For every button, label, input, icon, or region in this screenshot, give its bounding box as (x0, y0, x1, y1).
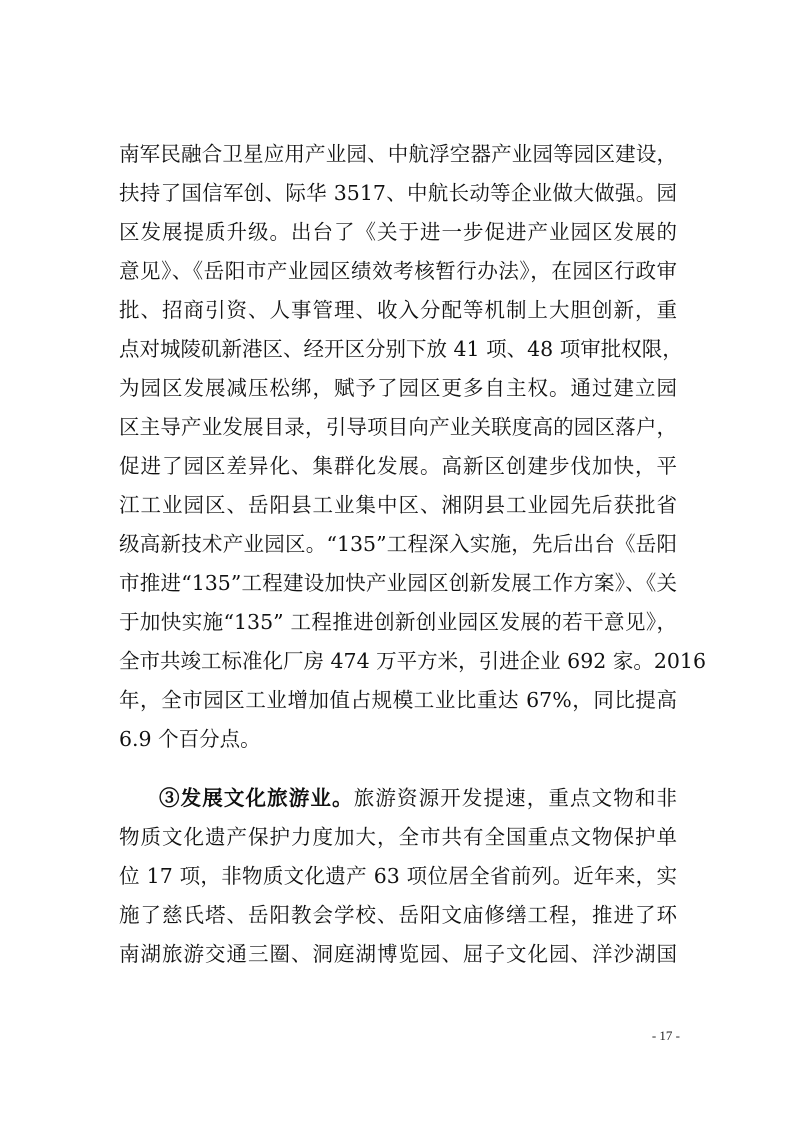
paragraph-line: 区发展提质升级。出台了《关于进一步促进产业园区发展的 (119, 220, 677, 244)
paragraph-line: 点对城陵矶新港区、经开区分别下放 41 项、48 项审批权限， (119, 337, 683, 361)
paragraph-line: 为园区发展减压松绑，赋予了园区更多自主权。通过建立园 (119, 376, 677, 400)
paragraph-line: 物质文化遗产保护力度加大，全市共有全国重点文物保护单 (119, 825, 677, 849)
paragraph-line: 区主导产业发展目录，引导项目向产业关联度高的园区落户， (119, 415, 677, 439)
paragraph-text: 旅游资源开发提速，重点文物和非 (353, 786, 678, 810)
paragraph-line: 促进了园区差异化、集群化发展。高新区创建步伐加快，平 (119, 454, 677, 478)
paragraph-line: 市推进“135”工程建设加快产业园区创新发展工作方案》、《关 (119, 571, 677, 595)
paragraph-line: 6.9 个百分点。 (119, 727, 261, 751)
paragraph-line: 扶持了国信军创、际华 3517、中航长动等企业做大做强。园 (119, 181, 677, 205)
section-heading: ③发展文化旅游业。 (159, 786, 354, 810)
paragraph-line: 批、招商引资、人事管理、收入分配等机制上大胆创新，重 (119, 298, 677, 322)
paragraph-line: 意见》、《岳阳市产业园区绩效考核暂行办法》，在园区行政审 (119, 259, 677, 283)
paragraph-line: 位 17 项，非物质文化遗产 63 项位居全省前列。近年来，实 (119, 864, 677, 888)
paragraph-line: 于加快实施“135” 工程推进创新创业园区发展的若干意见》， (119, 610, 677, 634)
paragraph-line: 年，全市园区工业增加值占规模工业比重达 67%，同比提高 (119, 688, 677, 712)
page-number: - 17 - (651, 1028, 680, 1043)
paragraph-line: 级高新技术产业园区。“135”工程深入实施，先后出台《岳阳 (119, 532, 677, 556)
paragraph-line: 南湖旅游交通三圈、洞庭湖博览园、屈子文化园、洋沙湖国 (119, 942, 677, 966)
paragraph-line: 南军民融合卫星应用产业园、中航浮空器产业园等园区建设， (119, 142, 677, 166)
paragraph-line: 施了慈氏塔、岳阳教会学校、岳阳文庙修缮工程，推进了环 (119, 903, 677, 927)
paragraph-line: 江工业园区、岳阳县工业集中区、湘阴县工业园先后获批省 (119, 493, 677, 517)
section-heading-line (159, 778, 677, 818)
paragraph-line: 全市共竣工标准化厂房 474 万平方米，引进企业 692 家。2016 (119, 649, 706, 673)
